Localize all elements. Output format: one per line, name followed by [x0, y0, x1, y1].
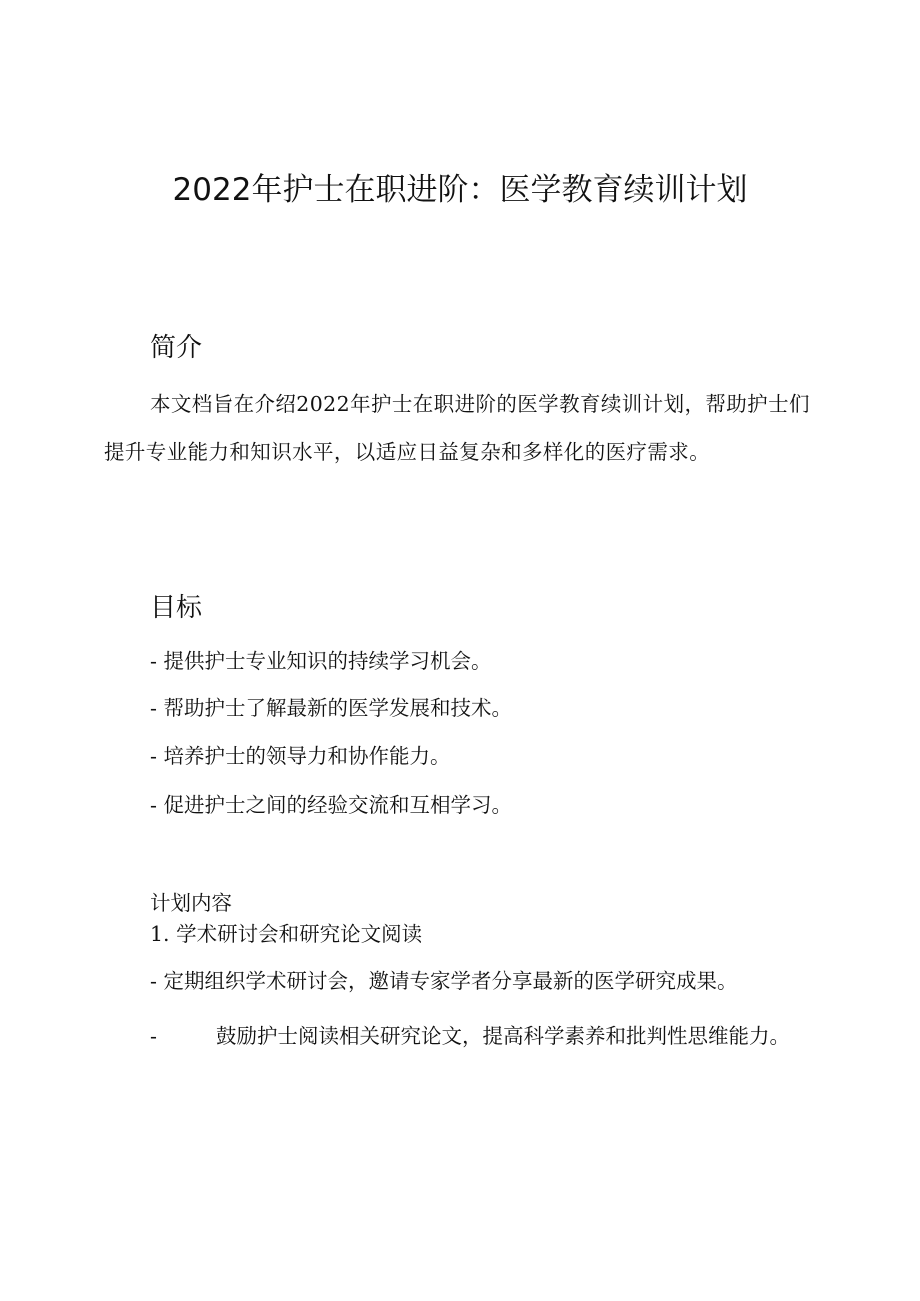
document-title: 2022年护士在职进阶：医学教育续训计划 [172, 172, 748, 208]
plan-item [104, 1010, 820, 1062]
plan-item: - 定期组织学术研讨会，邀请专家学者分享最新的医学研究成果。 [150, 969, 738, 993]
section-heading-intro: 简介 [150, 333, 203, 363]
goal-item: - 帮助护士了解最新的医学发展和技术。 [150, 696, 512, 720]
plan-subheading: 1. 学术研讨会和研究论文阅读 [150, 922, 423, 946]
plan-item-text: 鼓励护士阅读相关研究论文，提高科学素养和批判性思维能力。 [216, 1024, 790, 1048]
section-heading-plan: 计划内容 [150, 891, 232, 915]
intro-paragraph: 本文档旨在介绍2022年护士在职进阶的医学教育续训计划，帮助护士们提升专业能力和知识水平，以适应日益复杂和多样化的医疗需求。 [104, 392, 810, 464]
goal-item: - 促进护士之间的经验交流和互相学习。 [150, 793, 512, 817]
goal-item: - 提供护士专业知识的持续学习机会。 [150, 649, 492, 673]
goal-item: - 培养护士的领导力和协作能力。 [150, 744, 451, 768]
list-dash: - [150, 1024, 157, 1048]
section-heading-goals: 目标 [150, 593, 203, 623]
